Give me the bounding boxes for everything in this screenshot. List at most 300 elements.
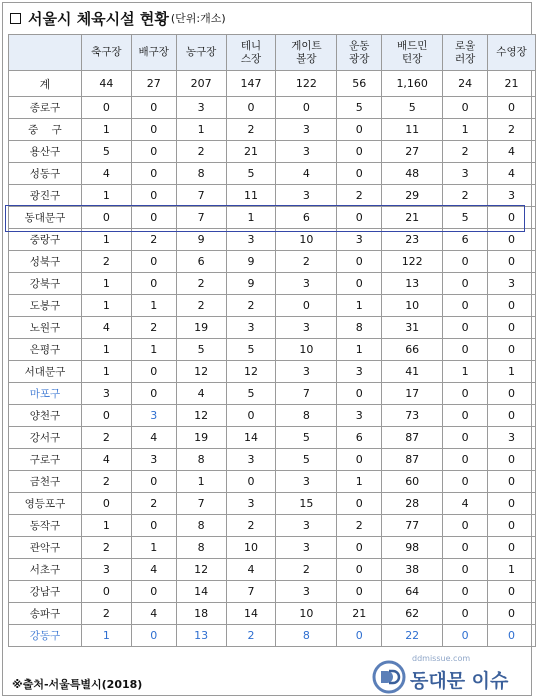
table-cell: 0 xyxy=(488,515,536,537)
table-cell: 3 xyxy=(226,317,276,339)
district-name: 강동구 xyxy=(9,625,82,647)
table-cell: 29 xyxy=(382,185,443,207)
header-cell-corner xyxy=(9,35,82,71)
table-cell: 2 xyxy=(226,625,276,647)
table-cell: 5 xyxy=(276,427,337,449)
table-cell: 6 xyxy=(443,229,488,251)
table-cell: 4 xyxy=(81,317,131,339)
table-cell: 0 xyxy=(337,273,382,295)
table-cell: 0 xyxy=(337,625,382,647)
district-name: 노원구 xyxy=(9,317,82,339)
table-cell: 0 xyxy=(131,383,176,405)
source-note: ※출처-서울특별시(2018) xyxy=(12,678,143,691)
table-cell: 0 xyxy=(443,625,488,647)
table-cell: 1 xyxy=(81,361,131,383)
table-cell: 0 xyxy=(488,97,536,119)
table-cell: 11 xyxy=(226,185,276,207)
table-cell: 2 xyxy=(176,273,226,295)
table-cell: 66 xyxy=(382,339,443,361)
table-cell: 13 xyxy=(382,273,443,295)
table-cell: 0 xyxy=(81,405,131,427)
header-cell: 수영장 xyxy=(488,35,536,71)
table-cell: 9 xyxy=(226,251,276,273)
table-cell: 12 xyxy=(176,559,226,581)
table-cell: 0 xyxy=(131,581,176,603)
header-cell: 게이트 볼장 xyxy=(276,35,337,71)
header-cell: 축구장 xyxy=(81,35,131,71)
table-cell: 4 xyxy=(81,163,131,185)
header-cell: 테니 스장 xyxy=(226,35,276,71)
table-cell: 3 xyxy=(226,229,276,251)
table-cell: 48 xyxy=(382,163,443,185)
table-cell: 0 xyxy=(443,251,488,273)
header-cell: 배드민 턴장 xyxy=(382,35,443,71)
table-cell: 2 xyxy=(176,295,226,317)
table-cell: 1 xyxy=(81,339,131,361)
table-cell: 2 xyxy=(443,185,488,207)
table-cell: 11 xyxy=(382,119,443,141)
table-row xyxy=(9,317,536,339)
table-cell: 3 xyxy=(276,361,337,383)
table-body xyxy=(9,71,536,647)
table-cell: 15 xyxy=(276,493,337,515)
table-cell: 3 xyxy=(276,581,337,603)
table-cell: 21 xyxy=(226,141,276,163)
table-header xyxy=(9,35,536,71)
table-cell: 122 xyxy=(382,251,443,273)
table-cell: 0 xyxy=(226,97,276,119)
table-cell: 4 xyxy=(81,449,131,471)
table-cell: 1 xyxy=(443,119,488,141)
table-cell: 0 xyxy=(226,405,276,427)
table-row xyxy=(9,427,536,449)
table-row xyxy=(9,119,536,141)
table-cell: 3 xyxy=(276,537,337,559)
table-cell: 8 xyxy=(176,537,226,559)
table-cell: 1 xyxy=(131,295,176,317)
table-row xyxy=(9,603,536,625)
total-cell: 207 xyxy=(176,71,226,97)
district-name: 금천구 xyxy=(9,471,82,493)
table-cell: 14 xyxy=(226,603,276,625)
table-cell: 0 xyxy=(488,339,536,361)
table-cell: 0 xyxy=(488,229,536,251)
table-cell: 2 xyxy=(81,427,131,449)
table-cell: 1 xyxy=(81,295,131,317)
table-row xyxy=(9,449,536,471)
table-cell: 12 xyxy=(176,361,226,383)
table-cell: 19 xyxy=(176,317,226,339)
total-label: 계 xyxy=(9,71,82,97)
table-cell: 5 xyxy=(176,339,226,361)
district-name: 동작구 xyxy=(9,515,82,537)
table-row xyxy=(9,295,536,317)
table-cell: 7 xyxy=(276,383,337,405)
table-cell: 4 xyxy=(131,427,176,449)
header-cell: 운동 광장 xyxy=(337,35,382,71)
table-cell: 0 xyxy=(488,405,536,427)
district-name: 강서구 xyxy=(9,427,82,449)
table-cell: 0 xyxy=(443,317,488,339)
table-cell: 0 xyxy=(337,207,382,229)
table-cell: 0 xyxy=(443,559,488,581)
table-cell: 9 xyxy=(176,229,226,251)
table-cell: 3 xyxy=(276,185,337,207)
table-row xyxy=(9,141,536,163)
district-name: 마포구 xyxy=(9,383,82,405)
table-cell: 3 xyxy=(337,361,382,383)
table-cell: 0 xyxy=(443,405,488,427)
table-cell: 77 xyxy=(382,515,443,537)
table-cell: 0 xyxy=(131,251,176,273)
table-cell: 3 xyxy=(337,229,382,251)
table-cell: 2 xyxy=(443,141,488,163)
table-cell: 3 xyxy=(176,97,226,119)
table-row xyxy=(9,361,536,383)
table-cell: 1 xyxy=(488,559,536,581)
table-cell: 10 xyxy=(276,229,337,251)
table-cell: 3 xyxy=(276,273,337,295)
total-cell: 1,160 xyxy=(382,71,443,97)
table-cell: 22 xyxy=(382,625,443,647)
table-cell: 0 xyxy=(488,581,536,603)
table-row xyxy=(9,97,536,119)
facilities-table xyxy=(8,34,536,647)
table-cell: 0 xyxy=(488,317,536,339)
table-cell: 4 xyxy=(488,163,536,185)
table-cell: 0 xyxy=(443,97,488,119)
district-name: 서대문구 xyxy=(9,361,82,383)
table-cell: 7 xyxy=(176,185,226,207)
table-cell: 0 xyxy=(131,163,176,185)
table-cell: 12 xyxy=(226,361,276,383)
table-cell: 2 xyxy=(176,141,226,163)
table-cell: 2 xyxy=(81,251,131,273)
table-cell: 21 xyxy=(382,207,443,229)
table-row xyxy=(9,471,536,493)
table-cell: 9 xyxy=(226,273,276,295)
district-name: 은평구 xyxy=(9,339,82,361)
table-cell: 7 xyxy=(176,493,226,515)
table-cell: 1 xyxy=(488,361,536,383)
table-cell: 0 xyxy=(131,361,176,383)
table-cell: 19 xyxy=(176,427,226,449)
title-text: 서울시 체육시설 현황 xyxy=(28,9,169,28)
table-cell: 5 xyxy=(226,339,276,361)
table-cell: 0 xyxy=(443,603,488,625)
table-cell: 1 xyxy=(81,119,131,141)
table-cell: 3 xyxy=(276,515,337,537)
table-cell: 8 xyxy=(276,405,337,427)
district-name: 구로구 xyxy=(9,449,82,471)
table-cell: 2 xyxy=(276,251,337,273)
table-row xyxy=(9,383,536,405)
table-cell: 0 xyxy=(337,251,382,273)
table-cell: 1 xyxy=(81,515,131,537)
district-name: 용산구 xyxy=(9,141,82,163)
total-cell: 56 xyxy=(337,71,382,97)
table-row xyxy=(9,559,536,581)
highlight-box-dongdaemun xyxy=(5,205,525,232)
dd-logo-icon xyxy=(372,660,406,694)
table-cell: 27 xyxy=(382,141,443,163)
total-cell: 122 xyxy=(276,71,337,97)
table-cell: 3 xyxy=(131,449,176,471)
table-cell: 2 xyxy=(81,603,131,625)
table-cell: 14 xyxy=(226,427,276,449)
table-cell: 17 xyxy=(382,383,443,405)
table-cell: 0 xyxy=(226,471,276,493)
table-cell: 60 xyxy=(382,471,443,493)
table-cell: 0 xyxy=(443,449,488,471)
table-cell: 0 xyxy=(488,493,536,515)
table-cell: 0 xyxy=(81,493,131,515)
table-cell: 3 xyxy=(226,449,276,471)
table-cell: 38 xyxy=(382,559,443,581)
table-cell: 2 xyxy=(131,229,176,251)
table-cell: 5 xyxy=(226,383,276,405)
table-cell: 0 xyxy=(337,119,382,141)
table-cell: 1 xyxy=(81,185,131,207)
table-cell: 0 xyxy=(488,625,536,647)
table-cell: 4 xyxy=(488,141,536,163)
table-cell: 8 xyxy=(337,317,382,339)
table-cell: 0 xyxy=(488,251,536,273)
table-cell: 3 xyxy=(81,383,131,405)
table-cell: 5 xyxy=(226,163,276,185)
total-cell: 27 xyxy=(131,71,176,97)
table-cell: 4 xyxy=(131,603,176,625)
table-cell: 0 xyxy=(131,273,176,295)
table-cell: 2 xyxy=(337,515,382,537)
table-cell: 1 xyxy=(131,339,176,361)
district-name: 종로구 xyxy=(9,97,82,119)
table-cell: 4 xyxy=(131,559,176,581)
table-cell: 3 xyxy=(81,559,131,581)
table-cell: 0 xyxy=(337,581,382,603)
table-cell: 2 xyxy=(131,317,176,339)
table-cell: 0 xyxy=(131,141,176,163)
table-cell: 1 xyxy=(176,119,226,141)
table-cell: 10 xyxy=(226,537,276,559)
table-cell: 0 xyxy=(443,581,488,603)
district-name: 관악구 xyxy=(9,537,82,559)
table-cell: 0 xyxy=(488,207,536,229)
table-cell: 0 xyxy=(131,207,176,229)
table-cell: 2 xyxy=(226,295,276,317)
table-cell: 1 xyxy=(81,625,131,647)
table-cell: 8 xyxy=(176,449,226,471)
total-cell: 44 xyxy=(81,71,131,97)
table-cell: 13 xyxy=(176,625,226,647)
table-cell: 3 xyxy=(488,273,536,295)
table-cell: 1 xyxy=(131,537,176,559)
table-cell: 7 xyxy=(226,581,276,603)
district-name: 성북구 xyxy=(9,251,82,273)
table-cell: 7 xyxy=(176,207,226,229)
table-cell: 0 xyxy=(443,537,488,559)
table-cell: 21 xyxy=(337,603,382,625)
checkbox-square-icon xyxy=(10,13,21,24)
table-cell: 1 xyxy=(337,339,382,361)
table-row xyxy=(9,185,536,207)
table-cell: 0 xyxy=(131,97,176,119)
table-cell: 2 xyxy=(276,559,337,581)
table-cell: 1 xyxy=(81,273,131,295)
table-row xyxy=(9,251,536,273)
table-cell: 0 xyxy=(276,295,337,317)
table-row xyxy=(9,537,536,559)
table-cell: 0 xyxy=(488,471,536,493)
table-cell: 3 xyxy=(276,471,337,493)
table-cell: 3 xyxy=(337,405,382,427)
table-cell: 10 xyxy=(382,295,443,317)
table-cell: 0 xyxy=(131,625,176,647)
table-cell: 0 xyxy=(131,119,176,141)
table-cell: 0 xyxy=(81,581,131,603)
table-cell: 2 xyxy=(337,185,382,207)
table-row xyxy=(9,273,536,295)
table-cell: 14 xyxy=(176,581,226,603)
table-cell: 3 xyxy=(226,493,276,515)
table-cell: 0 xyxy=(488,537,536,559)
district-name: 송파구 xyxy=(9,603,82,625)
table-cell: 0 xyxy=(443,339,488,361)
table-cell: 2 xyxy=(81,471,131,493)
table-cell: 0 xyxy=(337,383,382,405)
table-cell: 3 xyxy=(276,119,337,141)
table-cell: 4 xyxy=(226,559,276,581)
table-cell: 5 xyxy=(81,141,131,163)
table-cell: 0 xyxy=(131,515,176,537)
total-cell: 24 xyxy=(443,71,488,97)
table-cell: 8 xyxy=(176,515,226,537)
table-cell: 87 xyxy=(382,449,443,471)
district-name: 강남구 xyxy=(9,581,82,603)
table-cell: 0 xyxy=(443,295,488,317)
table-cell: 62 xyxy=(382,603,443,625)
table-cell: 10 xyxy=(276,339,337,361)
table-cell: 1 xyxy=(226,207,276,229)
table-row xyxy=(9,405,536,427)
table-cell: 0 xyxy=(337,537,382,559)
table-cell: 98 xyxy=(382,537,443,559)
table-cell: 4 xyxy=(276,163,337,185)
district-name: 강북구 xyxy=(9,273,82,295)
table-cell: 0 xyxy=(488,295,536,317)
table-cell: 87 xyxy=(382,427,443,449)
header-cell: 배구장 xyxy=(131,35,176,71)
table-cell: 18 xyxy=(176,603,226,625)
table-row xyxy=(9,515,536,537)
total-row xyxy=(9,71,536,97)
table-cell: 1 xyxy=(337,471,382,493)
table-cell: 0 xyxy=(488,449,536,471)
district-name: 동대문구 xyxy=(9,207,82,229)
table-cell: 23 xyxy=(382,229,443,251)
table-cell: 0 xyxy=(443,515,488,537)
table-cell: 4 xyxy=(176,383,226,405)
table-cell: 6 xyxy=(337,427,382,449)
table-cell: 0 xyxy=(443,273,488,295)
district-name: 영등포구 xyxy=(9,493,82,515)
district-name: 서초구 xyxy=(9,559,82,581)
unit-label: (단위:개소) xyxy=(170,12,226,25)
table-cell: 2 xyxy=(226,119,276,141)
table-cell: 6 xyxy=(276,207,337,229)
table-cell: 0 xyxy=(337,559,382,581)
district-name: 성동구 xyxy=(9,163,82,185)
table-cell: 1 xyxy=(176,471,226,493)
table-cell: 0 xyxy=(443,471,488,493)
district-name: 도봉구 xyxy=(9,295,82,317)
table-cell: 0 xyxy=(443,427,488,449)
header-cell: 농구장 xyxy=(176,35,226,71)
watermark-url: ddmissue.com xyxy=(412,654,471,663)
table-cell: 6 xyxy=(176,251,226,273)
table-cell: 1 xyxy=(81,229,131,251)
table-cell: 1 xyxy=(443,361,488,383)
table-cell: 3 xyxy=(131,405,176,427)
table-cell: 0 xyxy=(337,449,382,471)
table-cell: 8 xyxy=(276,625,337,647)
table-cell: 31 xyxy=(382,317,443,339)
table-row xyxy=(9,581,536,603)
table-cell: 0 xyxy=(131,471,176,493)
table-cell: 0 xyxy=(81,207,131,229)
header-cell: 로울 러장 xyxy=(443,35,488,71)
table-cell: 28 xyxy=(382,493,443,515)
table-row xyxy=(9,339,536,361)
table-cell: 1 xyxy=(337,295,382,317)
table-cell: 12 xyxy=(176,405,226,427)
table-row xyxy=(9,163,536,185)
table-cell: 0 xyxy=(81,97,131,119)
table-cell: 5 xyxy=(443,207,488,229)
district-name: 광진구 xyxy=(9,185,82,207)
table-cell: 0 xyxy=(488,383,536,405)
table-cell: 8 xyxy=(176,163,226,185)
table-cell: 5 xyxy=(382,97,443,119)
header-row xyxy=(9,35,536,71)
table-cell: 3 xyxy=(276,141,337,163)
table-cell: 5 xyxy=(337,97,382,119)
table-cell: 3 xyxy=(488,427,536,449)
table-cell: 2 xyxy=(488,119,536,141)
table-cell: 0 xyxy=(337,141,382,163)
table-cell: 0 xyxy=(443,383,488,405)
watermark xyxy=(372,654,532,698)
district-name: 중랑구 xyxy=(9,229,82,251)
table-cell: 2 xyxy=(81,537,131,559)
table-cell: 4 xyxy=(443,493,488,515)
table-cell: 3 xyxy=(276,317,337,339)
table-cell: 0 xyxy=(337,493,382,515)
table-row xyxy=(9,493,536,515)
district-name: 중 구 xyxy=(9,119,82,141)
table-cell: 0 xyxy=(488,603,536,625)
table-cell: 41 xyxy=(382,361,443,383)
table-cell: 3 xyxy=(488,185,536,207)
table-cell: 64 xyxy=(382,581,443,603)
table-cell: 0 xyxy=(337,163,382,185)
table-row xyxy=(9,625,536,647)
table-cell: 0 xyxy=(276,97,337,119)
table-cell: 10 xyxy=(276,603,337,625)
district-name: 양천구 xyxy=(9,405,82,427)
total-cell: 21 xyxy=(488,71,536,97)
table-cell: 0 xyxy=(131,185,176,207)
